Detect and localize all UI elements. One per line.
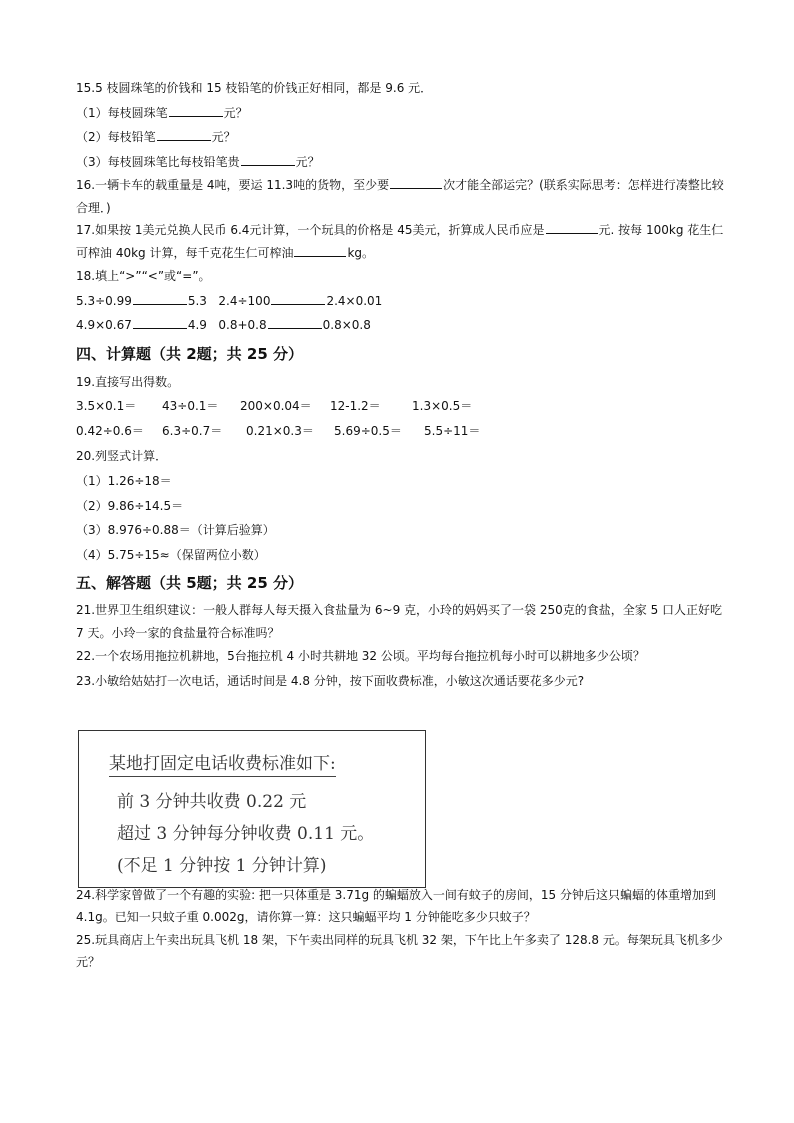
q15-part2: [76, 125, 726, 150]
section-4-heading: 四、计算题（共 2题；共 25 分）: [76, 344, 303, 363]
q19-item: 0.21×0.3＝: [246, 424, 314, 439]
q15-part1-text: （1）每枝圆珠笔: [76, 105, 168, 120]
tariff-line: 超过 3 分钟每分钟收费 0.11 元。: [117, 824, 375, 844]
q20-item: （4）5.75÷15≈（保留两位小数）: [76, 547, 266, 562]
q24: 24.科学家曾做了一个有趣的实验: 把一只体重是 3.71g 的蝙蝠放入一间有蚊子的房间，15 分钟后这只蝙蝠的体重增加到 4.1g。已知一只蚊子重 0.002g，请你算一算：这只蝙蝠平均 1 分钟能吃多少只蚊子？: [76, 888, 716, 925]
worksheet-lower: [76, 884, 726, 974]
q18-expr: 4.9: [187, 318, 207, 333]
q17-text-a: 17.如果按 1美元兑换人民币 6.4元计算，一个玩具的价格是 45美元，折算成人民币应是: [76, 223, 545, 238]
q16-text-a: 16.一辆卡车的载重量是 4吨，要运 11.3吨的货物，至少要: [76, 178, 390, 193]
q15-part1: [76, 101, 726, 126]
q15-part3-unit: 元？: [295, 154, 320, 169]
q19-item: 6.3÷0.7＝: [162, 424, 223, 439]
answer-blank[interactable]: [241, 153, 295, 166]
q22: 22.一个农场用拖拉机耕地，5台拖拉机 4 小时共耕地 32 公顷。平均每台拖拉机每小时可以耕地多少公顷？: [76, 649, 645, 664]
q19-item: 0.42÷0.6＝: [76, 424, 144, 439]
q23: 23.小敏给姑姑打一次电话，通话时间是 4.8 分钟，按下面收费标准，小敏这次通话要花多少元?: [76, 673, 585, 688]
q17-text-b: 元. 按每 100kg 花生仁可榨油 40kg 计算，每千克花生仁可榨油: [76, 223, 724, 260]
q15-part1-unit: 元？: [223, 105, 248, 120]
q18-expr: 2.4×0.01: [326, 293, 383, 308]
q20-item: （2）9.86÷14.5＝: [76, 498, 184, 513]
q18-expr: 5.3÷0.99: [76, 293, 132, 308]
section-5-heading: 五、解答题（共 5题；共 25 分）: [76, 574, 303, 593]
worksheet-upper: [76, 76, 726, 693]
q15-part3-text: （3）每枝圆珠笔比每枝铅笔贵: [76, 154, 240, 169]
q18-expr: 4.9×0.67: [76, 318, 132, 333]
q20-item: （1）1.26÷18＝: [76, 473, 172, 488]
q18-row1: [76, 289, 726, 314]
q15-part2-text: （2）每枝铅笔: [76, 130, 156, 145]
q18-expr: 5.3: [187, 293, 207, 308]
q15-part2-unit: 元？: [211, 130, 236, 145]
q15-part3: [76, 150, 726, 175]
tariff-title: 某地打固定电话收费标准如下:: [109, 749, 336, 777]
q25: 25.玩具商店上午卖出玩具飞机 18 架，下午卖出同样的玩具飞机 32 架，下午比上午多卖了 128.8 元。每架玩具飞机多少元？: [76, 932, 723, 970]
answer-blank[interactable]: [546, 221, 598, 234]
tariff-line: 前 3 分钟共收费 0.22 元: [117, 792, 307, 812]
q18-expr: 2.4÷100: [218, 293, 271, 308]
q20-stem: 20.列竖式计算．: [76, 449, 168, 464]
q16-text-b: 次才能全部运完？(联系实际思考：怎样进行凑整比较合理．): [76, 178, 724, 215]
q19-row2: [76, 419, 726, 444]
tariff-image: [78, 730, 426, 888]
q17: [76, 219, 726, 264]
q19-item: 1.3×0.5＝: [412, 399, 473, 414]
q19-item: 200×0.04＝: [240, 399, 312, 414]
q15-stem: 15.5 枝圆珠笔的价钱和 15 枝铅笔的价钱正好相同，都是 9.6 元．: [76, 81, 433, 95]
q19-item: 3.5×0.1＝: [76, 399, 137, 414]
compare-blank[interactable]: [133, 292, 187, 305]
q19-item: 43÷0.1＝: [162, 399, 219, 414]
answer-blank[interactable]: [169, 104, 223, 117]
q18-row2: [76, 313, 726, 338]
q19-item: 5.5÷11＝: [424, 424, 481, 439]
q19-stem: 19.直接写出得数。: [76, 374, 180, 389]
q21: 21.世界卫生组织建议：一般人群每人每天摄入食盐量为 6~9 克，小玲的妈妈买了一袋 250克的食盐，全家 5 口人正好吃 7 天。小玲一家的食盐量符合标准吗？: [76, 603, 723, 640]
q19-item: 12-1.2＝: [330, 399, 381, 414]
q19-row1: [76, 394, 726, 419]
q19-item: 5.69÷0.5＝: [334, 424, 402, 439]
tariff-line: (不足 1 分钟按 1 分钟计算): [117, 856, 327, 876]
answer-blank[interactable]: [294, 244, 346, 257]
answer-blank[interactable]: [390, 176, 442, 189]
q18-expr: 0.8+0.8: [218, 318, 267, 333]
q18-expr: 0.8×0.8: [322, 318, 371, 333]
q16: [76, 174, 726, 219]
compare-blank[interactable]: [133, 316, 187, 329]
answer-blank[interactable]: [157, 128, 211, 141]
q20-item: （3）8.976÷0.88＝（计算后验算）: [76, 523, 275, 538]
compare-blank[interactable]: [268, 316, 322, 329]
q17-text-c: kg。: [347, 245, 375, 260]
compare-blank[interactable]: [271, 292, 325, 305]
q18-stem: 18.填上“>”“<”或“=”。: [76, 269, 211, 283]
